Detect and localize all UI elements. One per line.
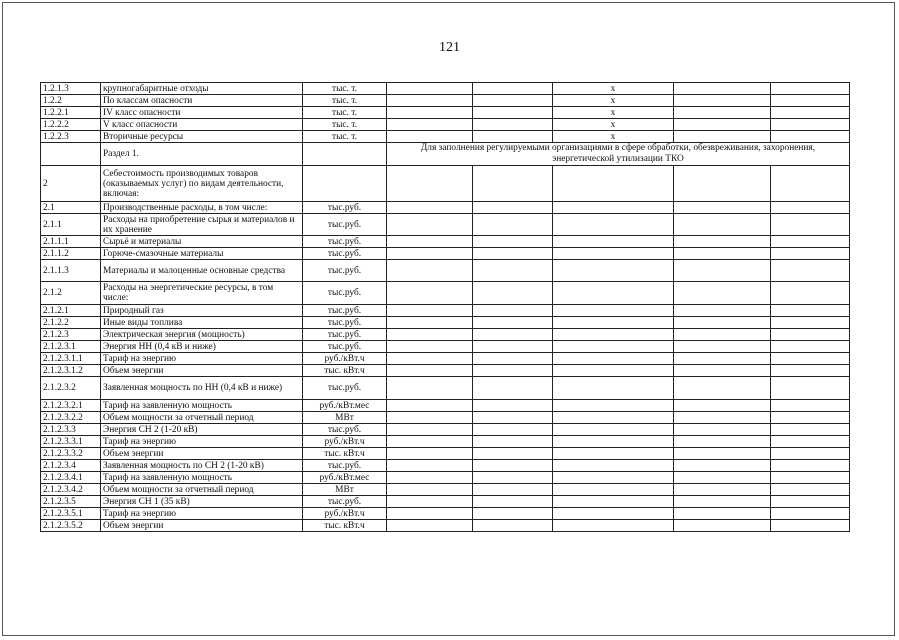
row-name: Заявленная мощность по СН 2 (1-20 кВ) — [101, 460, 303, 472]
value-cell — [387, 472, 473, 484]
value-cell — [674, 460, 771, 472]
row-unit: тыс.руб. — [303, 341, 387, 353]
value-cell — [553, 496, 674, 508]
row-unit: тыс.руб. — [303, 329, 387, 341]
row-unit: руб./кВт.мес — [303, 472, 387, 484]
value-cell — [473, 412, 553, 424]
table-row — [41, 317, 850, 329]
value-cell — [771, 260, 850, 282]
x-mark: х — [553, 119, 674, 131]
value-cell — [473, 236, 553, 248]
value-cell — [387, 107, 473, 119]
row-code: 2.1.2.3.4.1 — [41, 472, 101, 484]
value-cell — [387, 119, 473, 131]
row-unit: тыс. кВт.ч — [303, 365, 387, 377]
value-cell — [473, 260, 553, 282]
value-cell — [674, 119, 771, 131]
value-cell — [674, 317, 771, 329]
value-cell — [771, 107, 850, 119]
value-cell — [387, 260, 473, 282]
table-row — [41, 214, 850, 236]
value-cell — [771, 202, 850, 214]
value-cell — [387, 305, 473, 317]
value-cell — [553, 520, 674, 532]
row-name: Объем энергии — [101, 520, 303, 532]
table-row — [41, 202, 850, 214]
row-code: 2.1.2.3.4 — [41, 460, 101, 472]
row-name: Горюче-смазочные материалы — [101, 248, 303, 260]
value-cell — [473, 317, 553, 329]
value-cell — [674, 412, 771, 424]
value-cell — [771, 496, 850, 508]
value-cell — [473, 95, 553, 107]
value-cell — [553, 236, 674, 248]
value-cell — [674, 83, 771, 95]
value-cell — [771, 236, 850, 248]
value-cell — [553, 508, 674, 520]
value-cell — [553, 365, 674, 377]
row-name: IV класс опасности — [101, 107, 303, 119]
table-row — [41, 508, 850, 520]
row-code: 2.1.2.3.3 — [41, 424, 101, 436]
value-cell — [771, 460, 850, 472]
value-cell — [387, 214, 473, 236]
table-row — [41, 329, 850, 341]
row-unit: тыс.руб. — [303, 424, 387, 436]
value-cell — [387, 424, 473, 436]
value-cell — [387, 436, 473, 448]
value-cell — [674, 436, 771, 448]
row-code: 2.1 — [41, 202, 101, 214]
value-cell — [674, 166, 771, 202]
row-unit: руб./кВт.ч — [303, 508, 387, 520]
value-cell — [771, 353, 850, 365]
table-row — [41, 131, 850, 143]
value-cell — [387, 377, 473, 400]
row-name: Производственные расходы, в том числе: — [101, 202, 303, 214]
row-name: Объем мощности за отчетный период — [101, 412, 303, 424]
value-cell — [473, 353, 553, 365]
row-unit: МВт — [303, 484, 387, 496]
row-code: 1.2.2.2 — [41, 119, 101, 131]
value-cell — [473, 436, 553, 448]
table-row — [41, 236, 850, 248]
table-row — [41, 412, 850, 424]
row-unit: тыс.руб. — [303, 260, 387, 282]
value-cell — [473, 83, 553, 95]
row-name: Расходы на энергетические ресурсы, в том числе: — [101, 282, 303, 305]
row-name: Тариф на энергию — [101, 436, 303, 448]
value-cell — [473, 131, 553, 143]
value-cell — [771, 83, 850, 95]
row-name: По классам опасности — [101, 95, 303, 107]
value-cell — [553, 436, 674, 448]
value-cell — [387, 83, 473, 95]
row-code: 2.1.2.2 — [41, 317, 101, 329]
row-unit: тыс.руб. — [303, 460, 387, 472]
value-cell — [674, 472, 771, 484]
table-row — [41, 436, 850, 448]
value-cell — [553, 282, 674, 305]
value-cell — [674, 508, 771, 520]
value-cell — [674, 365, 771, 377]
value-cell — [387, 248, 473, 260]
value-cell — [473, 448, 553, 460]
row-code: 2.1.1.3 — [41, 260, 101, 282]
value-cell — [771, 305, 850, 317]
value-cell — [553, 472, 674, 484]
row-name: Тариф на энергию — [101, 508, 303, 520]
table-row — [41, 341, 850, 353]
value-cell — [553, 341, 674, 353]
value-cell — [387, 282, 473, 305]
row-unit: тыс.руб. — [303, 317, 387, 329]
value-cell — [674, 400, 771, 412]
row-name: Энергия СН 1 (35 кВ) — [101, 496, 303, 508]
row-unit: руб./кВт.ч — [303, 436, 387, 448]
value-cell — [771, 119, 850, 131]
data-table — [40, 82, 850, 532]
row-unit: тыс.руб. — [303, 202, 387, 214]
value-cell — [771, 412, 850, 424]
value-cell — [387, 484, 473, 496]
row-name: Материалы и малоценные основные средства — [101, 260, 303, 282]
row-code: 2.1.1.1 — [41, 236, 101, 248]
row-unit: тыс.руб. — [303, 377, 387, 400]
value-cell — [771, 472, 850, 484]
value-cell — [771, 329, 850, 341]
table-row — [41, 496, 850, 508]
value-cell — [771, 448, 850, 460]
table-row — [41, 248, 850, 260]
value-cell — [553, 317, 674, 329]
table-row — [41, 472, 850, 484]
row-unit: тыс.руб. — [303, 305, 387, 317]
value-cell — [387, 365, 473, 377]
value-cell — [771, 131, 850, 143]
value-cell — [674, 214, 771, 236]
value-cell — [674, 353, 771, 365]
value-cell — [473, 377, 553, 400]
row-code: 2.1.2.3.5 — [41, 496, 101, 508]
row-code: 1.2.2 — [41, 95, 101, 107]
value-cell — [674, 377, 771, 400]
section-row — [41, 143, 850, 166]
value-cell — [473, 202, 553, 214]
section-name: Раздел 1. — [101, 143, 303, 166]
row-code: 2.1.1 — [41, 214, 101, 236]
row-unit: тыс.руб. — [303, 214, 387, 236]
value-cell — [387, 95, 473, 107]
value-cell — [674, 260, 771, 282]
table-row — [41, 484, 850, 496]
row-unit — [303, 166, 387, 202]
table-row — [41, 119, 850, 131]
row-unit: тыс. т. — [303, 131, 387, 143]
value-cell — [674, 282, 771, 305]
value-cell — [553, 305, 674, 317]
value-cell — [387, 131, 473, 143]
value-cell — [674, 520, 771, 532]
value-cell — [473, 484, 553, 496]
value-cell — [771, 341, 850, 353]
value-cell — [674, 107, 771, 119]
table-row — [41, 166, 850, 202]
table-row — [41, 305, 850, 317]
row-code: 2.1.2.3.5.2 — [41, 520, 101, 532]
row-name: Природный газ — [101, 305, 303, 317]
section-notice: Для заполнения регулируемыми организациями в сфере обработки, обезвреживания, захоронения, энергетической утилизации ТКО — [387, 143, 850, 166]
value-cell — [553, 424, 674, 436]
row-code — [41, 143, 101, 166]
value-cell — [771, 166, 850, 202]
value-cell — [553, 377, 674, 400]
row-name: Заявленная мощность по НН (0,4 кВ и ниже) — [101, 377, 303, 400]
row-code: 2 — [41, 166, 101, 202]
table-row — [41, 107, 850, 119]
row-code: 1.2.1.3 — [41, 83, 101, 95]
value-cell — [387, 448, 473, 460]
row-code: 2.1.2.3.4.2 — [41, 484, 101, 496]
value-cell — [387, 166, 473, 202]
row-name: V класс опасности — [101, 119, 303, 131]
value-cell — [771, 508, 850, 520]
value-cell — [387, 341, 473, 353]
row-code: 2.1.2.3.2.2 — [41, 412, 101, 424]
row-name: Электрическая энергия (мощность) — [101, 329, 303, 341]
value-cell — [553, 400, 674, 412]
row-name: Энергия СН 2 (1-20 кВ) — [101, 424, 303, 436]
row-unit: тыс. кВт.ч — [303, 448, 387, 460]
value-cell — [473, 341, 553, 353]
row-unit: тыс.руб. — [303, 282, 387, 305]
row-code: 2.1.2.3.1.2 — [41, 365, 101, 377]
row-code: 2.1.2.3.5.1 — [41, 508, 101, 520]
value-cell — [473, 214, 553, 236]
value-cell — [473, 282, 553, 305]
table-row — [41, 83, 850, 95]
row-name: Объем мощности за отчетный период — [101, 484, 303, 496]
row-unit: тыс. т. — [303, 83, 387, 95]
table-row — [41, 520, 850, 532]
value-cell — [387, 353, 473, 365]
x-mark: х — [553, 83, 674, 95]
row-code: 2.1.2.3 — [41, 329, 101, 341]
row-name: Тариф на энергию — [101, 353, 303, 365]
value-cell — [553, 248, 674, 260]
row-unit: тыс.руб. — [303, 248, 387, 260]
row-unit: тыс.руб. — [303, 236, 387, 248]
value-cell — [674, 448, 771, 460]
value-cell — [473, 508, 553, 520]
row-name: Объем энергии — [101, 365, 303, 377]
table-row — [41, 377, 850, 400]
row-unit: руб./кВт.мес — [303, 400, 387, 412]
row-code: 2.1.2.3.1 — [41, 341, 101, 353]
row-unit: тыс. кВт.ч — [303, 520, 387, 532]
value-cell — [674, 305, 771, 317]
value-cell — [553, 202, 674, 214]
table-row — [41, 424, 850, 436]
value-cell — [473, 248, 553, 260]
row-name: Тариф на заявленную мощность — [101, 400, 303, 412]
row-unit: тыс. т. — [303, 119, 387, 131]
row-code: 2.1.2.1 — [41, 305, 101, 317]
value-cell — [473, 365, 553, 377]
row-name: Тариф на заявленную мощность — [101, 472, 303, 484]
table-row — [41, 282, 850, 305]
value-cell — [771, 365, 850, 377]
row-name: Энергия НН (0,4 кВ и ниже) — [101, 341, 303, 353]
value-cell — [674, 424, 771, 436]
value-cell — [771, 484, 850, 496]
value-cell — [771, 424, 850, 436]
value-cell — [674, 236, 771, 248]
value-cell — [674, 95, 771, 107]
value-cell — [771, 400, 850, 412]
row-unit: МВт — [303, 412, 387, 424]
row-name: Вторичные ресурсы — [101, 131, 303, 143]
value-cell — [771, 317, 850, 329]
value-cell — [473, 166, 553, 202]
row-code: 2.1.2.3.2.1 — [41, 400, 101, 412]
value-cell — [387, 496, 473, 508]
row-name: Расходы на приобретение сырья и материалов и их хранение — [101, 214, 303, 236]
table-row — [41, 448, 850, 460]
row-code: 2.1.1.2 — [41, 248, 101, 260]
value-cell — [473, 119, 553, 131]
value-cell — [771, 436, 850, 448]
value-cell — [674, 329, 771, 341]
value-cell — [553, 484, 674, 496]
value-cell — [473, 460, 553, 472]
row-code: 2.1.2.3.1.1 — [41, 353, 101, 365]
page-number: 121 — [439, 40, 460, 55]
table-body — [41, 83, 850, 532]
value-cell — [553, 214, 674, 236]
row-unit: тыс. т. — [303, 95, 387, 107]
value-cell — [553, 166, 674, 202]
row-name: Сырьё и материалы — [101, 236, 303, 248]
row-code: 2.1.2.3.3.1 — [41, 436, 101, 448]
value-cell — [553, 353, 674, 365]
value-cell — [473, 305, 553, 317]
value-cell — [674, 341, 771, 353]
table-row — [41, 365, 850, 377]
value-cell — [771, 214, 850, 236]
value-cell — [387, 317, 473, 329]
value-cell — [387, 520, 473, 532]
table-row — [41, 95, 850, 107]
value-cell — [553, 412, 674, 424]
value-cell — [553, 329, 674, 341]
table-row — [41, 400, 850, 412]
value-cell — [674, 131, 771, 143]
value-cell — [674, 202, 771, 214]
value-cell — [473, 400, 553, 412]
row-unit — [303, 143, 387, 166]
value-cell — [553, 260, 674, 282]
value-cell — [771, 282, 850, 305]
value-cell — [387, 508, 473, 520]
x-mark: х — [553, 107, 674, 119]
value-cell — [473, 329, 553, 341]
value-cell — [771, 520, 850, 532]
value-cell — [674, 248, 771, 260]
value-cell — [473, 424, 553, 436]
row-code: 2.1.2 — [41, 282, 101, 305]
value-cell — [473, 472, 553, 484]
value-cell — [387, 202, 473, 214]
row-code: 2.1.2.3.3.2 — [41, 448, 101, 460]
value-cell — [387, 412, 473, 424]
row-code: 1.2.2.3 — [41, 131, 101, 143]
row-name: крупногабаритные отходы — [101, 83, 303, 95]
row-code: 1.2.2.1 — [41, 107, 101, 119]
row-name: Иные виды топлива — [101, 317, 303, 329]
value-cell — [473, 520, 553, 532]
value-cell — [387, 236, 473, 248]
value-cell — [553, 460, 674, 472]
value-cell — [473, 496, 553, 508]
row-unit: тыс. т. — [303, 107, 387, 119]
row-code: 2.1.2.3.2 — [41, 377, 101, 400]
table-row — [41, 260, 850, 282]
value-cell — [771, 95, 850, 107]
row-unit: руб./кВт.ч — [303, 353, 387, 365]
table-row — [41, 353, 850, 365]
value-cell — [387, 460, 473, 472]
row-name: Себестоимость производимых товаров (оказываемых услуг) по видам деятельности, включая: — [101, 166, 303, 202]
value-cell — [473, 107, 553, 119]
x-mark: х — [553, 131, 674, 143]
value-cell — [387, 329, 473, 341]
table-row — [41, 460, 850, 472]
row-name: Объем энергии — [101, 448, 303, 460]
value-cell — [674, 496, 771, 508]
value-cell — [771, 377, 850, 400]
value-cell — [387, 400, 473, 412]
value-cell — [553, 448, 674, 460]
x-mark: х — [553, 95, 674, 107]
value-cell — [771, 248, 850, 260]
value-cell — [674, 484, 771, 496]
row-unit: тыс.руб. — [303, 496, 387, 508]
